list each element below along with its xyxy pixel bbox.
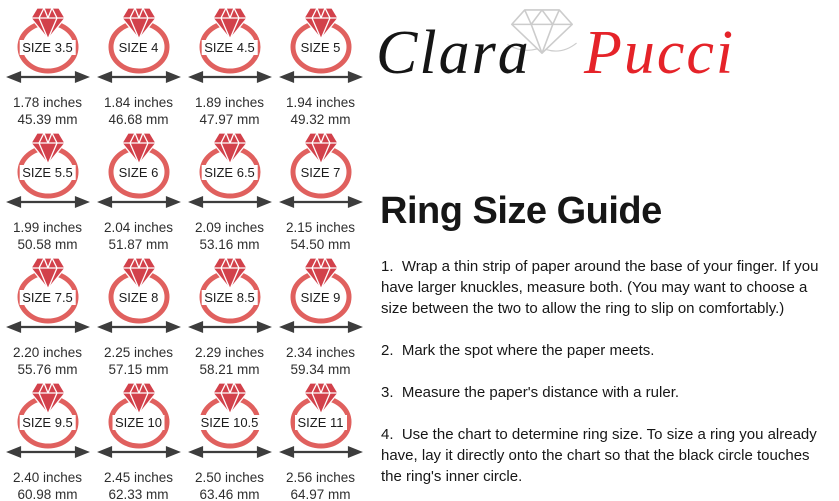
ring-mm-value: 64.97 mm <box>290 487 351 501</box>
ring-measurements <box>195 219 264 253</box>
ring-size-cell <box>275 128 366 253</box>
ring-mm-value: 60.98 mm <box>17 487 78 501</box>
ring-size-label: SIZE 10.5 <box>198 415 262 430</box>
ring-mm-value: 59.34 mm <box>290 362 351 377</box>
ring-size-cell <box>275 378 366 501</box>
ring-size-label: SIZE 8.5 <box>201 290 258 305</box>
ring-figure <box>97 128 181 212</box>
ring-size-cell <box>2 378 93 501</box>
ring-inches-value: 2.45 inches <box>103 470 174 485</box>
ring-measurements <box>286 94 355 128</box>
ring-mm-value: 54.50 mm <box>290 237 351 252</box>
ring-inches-value: 1.84 inches <box>103 95 174 110</box>
ring-mm-value: 50.58 mm <box>17 237 78 252</box>
ring-size-label: SIZE 5 <box>298 40 344 55</box>
ring-inches-value: 1.89 inches <box>194 95 265 110</box>
ring-measurements <box>104 344 173 378</box>
ring-mm-value: 47.97 mm <box>199 112 260 127</box>
ring-inches-value: 2.25 inches <box>103 345 174 360</box>
ring-size-label: SIZE 7 <box>298 165 344 180</box>
brand-name-pucci: Pucci <box>584 19 736 87</box>
ring-inches-value: 1.99 inches <box>12 220 83 235</box>
ring-figure <box>279 253 363 337</box>
ring-figure <box>279 378 363 462</box>
ring-mm-value: 45.39 mm <box>17 112 78 127</box>
page-title: Ring Size Guide <box>380 190 662 232</box>
ring-inches-value: 2.34 inches <box>285 345 356 360</box>
ring-size-label: SIZE 3.5 <box>19 40 76 55</box>
ring-mm-value: 46.68 mm <box>108 112 169 127</box>
ring-size-label: SIZE 7.5 <box>19 290 76 305</box>
ring-measurements <box>286 344 355 378</box>
ring-size-cell <box>2 253 93 378</box>
ring-inches-value: 2.29 inches <box>194 345 265 360</box>
ring-figure <box>97 3 181 87</box>
ring-measurements <box>104 94 173 128</box>
ring-figure <box>188 378 272 462</box>
ring-figure <box>279 3 363 87</box>
ring-inches-value: 2.40 inches <box>12 470 83 485</box>
ring-size-cell <box>275 3 366 128</box>
ring-size-cell <box>2 3 93 128</box>
ring-size-label: SIZE 9 <box>298 290 344 305</box>
ring-size-cell <box>93 253 184 378</box>
ring-figure <box>6 253 90 337</box>
ring-size-cell <box>184 128 275 253</box>
ring-size-label: SIZE 6.5 <box>201 165 258 180</box>
ring-measurements <box>195 344 264 378</box>
guide-step-3: 3. Measure the paper's distance with a ruler. <box>381 384 680 401</box>
ring-inches-value: 2.50 inches <box>194 470 265 485</box>
ring-size-cell <box>184 378 275 501</box>
ring-size-chart <box>2 3 366 501</box>
ring-mm-value: 63.46 mm <box>199 487 260 501</box>
guide-steps <box>381 256 833 501</box>
ring-size-label: SIZE 10 <box>112 415 165 430</box>
guide-step-2: 2. Mark the spot where the paper meets. <box>381 342 655 359</box>
ring-measurements <box>195 94 264 128</box>
ring-mm-value: 51.87 mm <box>108 237 169 252</box>
ring-size-label: SIZE 5.5 <box>19 165 76 180</box>
ring-mm-value: 49.32 mm <box>290 112 351 127</box>
brand-logo <box>372 0 839 115</box>
ring-mm-value: 57.15 mm <box>108 362 169 377</box>
ring-size-cell <box>93 3 184 128</box>
guide-step-1: 1. Wrap a thin strip of paper around the base of your finger. If you have larger knuckles, measure both. (You may want to choose a size between the two to allow the ring to slip on comfortably.) <box>381 258 823 317</box>
ring-size-label: SIZE 4.5 <box>201 40 258 55</box>
ring-mm-value: 53.16 mm <box>199 237 260 252</box>
ring-size-label: SIZE 9.5 <box>19 415 76 430</box>
ring-figure <box>97 378 181 462</box>
ring-figure <box>188 3 272 87</box>
ring-size-label: SIZE 4 <box>116 40 162 55</box>
ring-mm-value: 55.76 mm <box>17 362 78 377</box>
ring-inches-value: 2.15 inches <box>285 220 356 235</box>
ring-measurements <box>104 219 173 253</box>
ring-mm-value: 58.21 mm <box>199 362 260 377</box>
ring-figure <box>188 253 272 337</box>
ring-figure <box>279 128 363 212</box>
ring-figure <box>6 3 90 87</box>
ring-figure <box>97 253 181 337</box>
ring-inches-value: 2.20 inches <box>12 345 83 360</box>
ring-size-label: SIZE 11 <box>294 415 346 430</box>
ring-inches-value: 1.78 inches <box>12 95 83 110</box>
ring-measurements <box>13 94 82 128</box>
ring-size-cell <box>184 3 275 128</box>
ring-inches-value: 2.09 inches <box>194 220 265 235</box>
guide-step-4: 4. Use the chart to determine ring size. To size a ring you already have, lay it directly onto the chart so that the black circle touches the ring's inner circle. <box>381 426 821 485</box>
ring-size-cell <box>275 253 366 378</box>
ring-inches-value: 2.56 inches <box>285 470 356 485</box>
ring-mm-value: 62.33 mm <box>108 487 169 501</box>
ring-measurements <box>13 469 82 501</box>
ring-size-cell <box>2 128 93 253</box>
ring-figure <box>188 128 272 212</box>
ring-measurements <box>286 469 355 501</box>
ring-measurements <box>13 344 82 378</box>
ring-size-label: SIZE 8 <box>116 290 162 305</box>
ring-measurements <box>286 219 355 253</box>
ring-measurements <box>195 469 264 501</box>
ring-inches-value: 1.94 inches <box>285 95 356 110</box>
ring-size-cell <box>93 378 184 501</box>
ring-figure <box>6 378 90 462</box>
ring-inches-value: 2.04 inches <box>103 220 174 235</box>
brand-name-clara: Clara <box>376 19 531 87</box>
ring-measurements <box>104 469 173 501</box>
ring-size-label: SIZE 6 <box>116 165 162 180</box>
ring-size-cell <box>93 128 184 253</box>
ring-figure <box>6 128 90 212</box>
ring-size-cell <box>184 253 275 378</box>
ring-measurements <box>13 219 82 253</box>
